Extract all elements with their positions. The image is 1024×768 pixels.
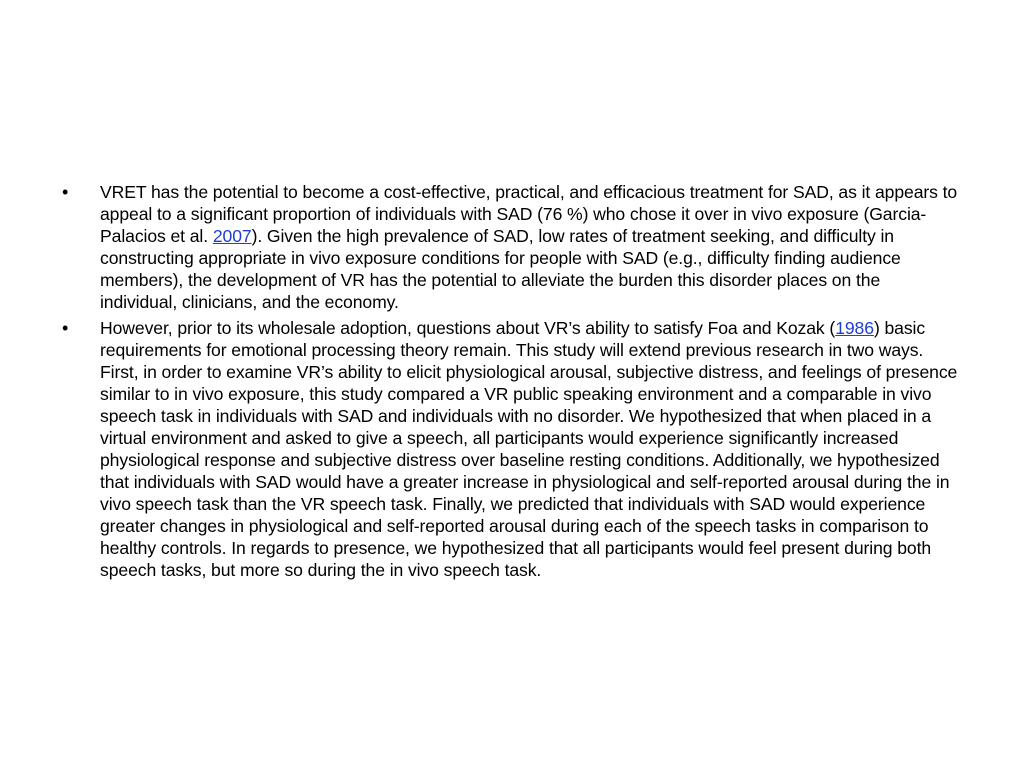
citation-link-1986[interactable]: 1986: [835, 318, 874, 338]
bullet-2-text-after: ) basic requirements for emotional processing theory remain. This study will extend previous research in two ways. First, in order to examine VR’s ability to elicit physiological arousal, subjective distress, and feelings of presence similar to in vivo exposure, this study compared a VR public speaking environment and a comparable in vivo speech task in individuals with SAD and individuals with no disorder. We hypothesized that when placed in a virtual environment and asked to give a speech, all participants would experience significantly increased physiological response and subjective distress over baseline resting conditions. Additionally, we hypothesized that individuals with SAD would have a greater increase in physiological and self-reported arousal during the in vivo speech task than the VR speech task. Finally, we predicted that individuals with SAD would experience greater changes in physiological and self-reported arousal during each of the speech tasks in comparison to healthy controls. In regards to presence, we hypothesized that all participants would feel present during both speech tasks, but more so during the in vivo speech task.: [100, 318, 958, 580]
bullet-1-text-after: ). Given the high prevalence of SAD, low rates of treatment seeking, and difficulty in constructing appropriate in vivo exposure conditions for people with SAD (e.g., difficulty finding audience members), the development of VR has the potential to alleviate the burden this disorder places on the individual, clinicians, and the economy.: [100, 226, 901, 312]
bullet-1-text-before: VRET has the potential to become a cost-effective, practical, and efficacious treatment for SAD, as it appears to appeal to a significant proportion of individuals with SAD (76 %) who chose it over in vivo exposure (Garcia-Palacios et al.: [100, 182, 958, 246]
bullet-icon: •: [62, 182, 69, 202]
bullet-icon: •: [62, 318, 69, 338]
bullet-item-2: [62, 317, 962, 581]
bullet-2-text-before: However, prior to its wholesale adoption, questions about VR’s ability to satisfy Foa and Kozak (: [100, 318, 836, 338]
bullet-text-2: [100, 317, 962, 581]
citation-link-2007[interactable]: 2007: [212, 226, 252, 246]
bullet-list: [62, 181, 962, 585]
bullet-item-1: [62, 181, 962, 313]
bullet-text-1: [100, 181, 962, 313]
